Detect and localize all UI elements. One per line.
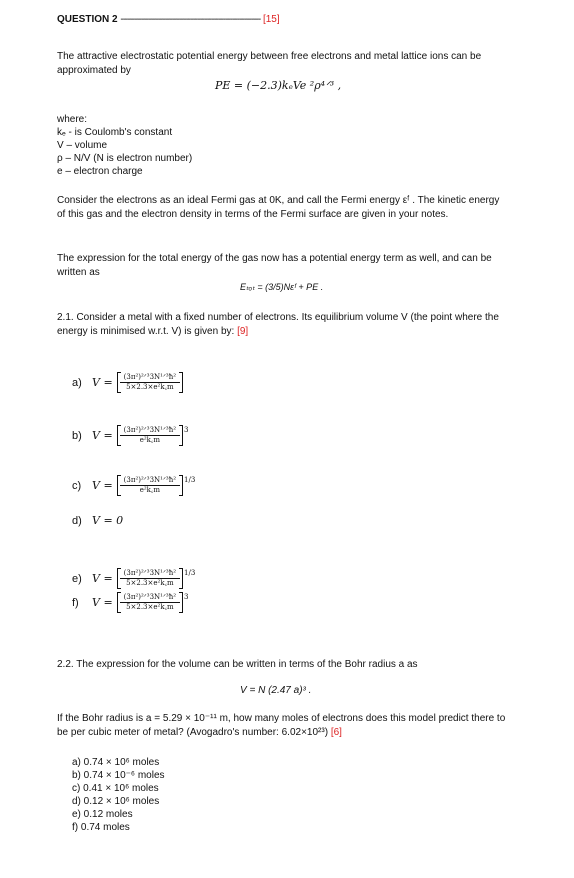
answer-option-a[interactable]: a) 0.74 × 10⁶ moles <box>72 757 160 768</box>
q22-question-text: If the Bohr radius is a = 5.29 × 10⁻¹¹ m, how many moles of electrons does this model predict there to be per cubic meter of metal? (Avogadro's number: 6.02×10²³) <box>57 713 506 738</box>
q22-question <box>57 712 507 740</box>
q22-text: 2.2. The expression for the volume can be written in terms of the Bohr radius a as <box>57 659 418 670</box>
total-text: The expression for the total energy of the gas now has a potential energy term as well, and can be written as <box>57 253 492 278</box>
option-f[interactable] <box>72 592 189 613</box>
bracket-expr <box>117 568 183 589</box>
intro-text: The attractive electrostatic potential energy between free electrons and metal lattice ions can be approximated by <box>57 51 482 76</box>
fraction <box>120 593 180 612</box>
bracket-expr <box>117 425 183 446</box>
question-title: QUESTION 2 <box>57 14 118 25</box>
v-zero: V = 0 <box>92 514 124 527</box>
option-label: e) <box>72 572 82 585</box>
bracket-expr <box>117 592 183 613</box>
q22-marks: [6] <box>330 727 342 738</box>
option-label: a) <box>72 376 82 389</box>
q21-marks: [9] <box>237 326 249 337</box>
exponent: 3 <box>184 425 189 434</box>
fraction-denominator: 5×2.3×e²k꜀m <box>126 603 174 611</box>
where-item: ρ – N/V (N is electron number) <box>57 153 193 164</box>
header-dashes: ------------------------------------------------------------ <box>120 14 261 25</box>
fraction <box>120 373 180 392</box>
q22-formula: V = N (2.47 a)³ . <box>240 685 312 696</box>
where-item: V – volume <box>57 140 108 151</box>
fraction <box>120 476 180 495</box>
exponent: 1/3 <box>184 475 196 484</box>
option-label: b) <box>72 429 82 442</box>
answer-option-d[interactable]: d) 0.12 × 10⁶ moles <box>72 796 160 807</box>
option-b[interactable] <box>72 425 189 446</box>
total-formula: Eₜₒₜ = (3/5)Nεᶠ + PE . <box>240 282 324 292</box>
where-label: where: <box>57 114 88 125</box>
answer-option-f[interactable]: f) 0.74 moles <box>72 822 130 833</box>
pe-formula: PE = (−2.3)kₑVe ²ρ⁴ᐟ³ , <box>215 79 342 92</box>
option-d[interactable] <box>72 514 127 527</box>
q21-text <box>57 311 507 339</box>
fraction-numerator: (3π²)²ᐟ³3N¹ᐟ³ħ² <box>120 373 180 383</box>
where-item: kₑ - is Coulomb's constant <box>57 127 173 138</box>
q21-question: 2.1. Consider a metal with a fixed number of electrons. Its equilibrium volume V (the point where the energy is minimised w.r.t. V) is given by: <box>57 312 499 337</box>
v-prefix: V = <box>92 596 113 609</box>
exponent: 3 <box>184 592 189 601</box>
option-c[interactable] <box>72 475 195 496</box>
where-block <box>57 113 192 178</box>
fraction-numerator: (3π²)²ᐟ³3N¹ᐟ³ħ² <box>120 593 180 603</box>
answer-option-b[interactable]: b) 0.74 × 10⁻⁶ moles <box>72 770 165 781</box>
exponent: 1/3 <box>184 568 196 577</box>
option-a[interactable] <box>72 372 183 393</box>
fraction-numerator: (3π²)²ᐟ³3N¹ᐟ³ħ² <box>120 569 180 579</box>
fraction-denominator: 5×2.3×e²k꜀m <box>126 579 174 587</box>
answer-option-c[interactable]: c) 0.41 × 10⁶ moles <box>72 783 159 794</box>
fraction-numerator: (3π²)²ᐟ³3N¹ᐟ³ħ² <box>120 426 180 436</box>
option-label: f) <box>72 596 79 609</box>
fraction-numerator: (3π²)²ᐟ³3N¹ᐟ³ħ² <box>120 476 180 486</box>
fraction-denominator: 5×2.3×e²k꜀m <box>126 383 174 391</box>
question-header <box>57 14 280 25</box>
bracket-expr <box>117 372 183 393</box>
v-prefix: V = <box>92 429 113 442</box>
option-e[interactable] <box>72 568 195 589</box>
answer-option-e[interactable]: e) 0.12 moles <box>72 809 133 820</box>
option-label: c) <box>72 479 82 492</box>
fraction <box>120 426 180 445</box>
fermi-text: Consider the electrons as an ideal Fermi gas at 0K, and call the Fermi energy εᶠ . The kinetic energy of this gas and the electron density in terms of the Fermi surface are given in your notes. <box>57 195 500 220</box>
v-prefix: V = <box>92 376 113 389</box>
bracket-expr <box>117 475 183 496</box>
question-marks: [15] <box>262 14 280 25</box>
v-prefix: V = <box>92 572 113 585</box>
where-item: e – electron charge <box>57 166 143 177</box>
q22-answer-list <box>72 756 165 834</box>
fraction-denominator: e²k꜀m <box>139 436 160 444</box>
fraction-denominator: e²k꜀m <box>139 486 160 494</box>
fraction <box>120 569 180 588</box>
option-label: d) <box>72 514 82 527</box>
v-prefix: V = <box>92 479 113 492</box>
